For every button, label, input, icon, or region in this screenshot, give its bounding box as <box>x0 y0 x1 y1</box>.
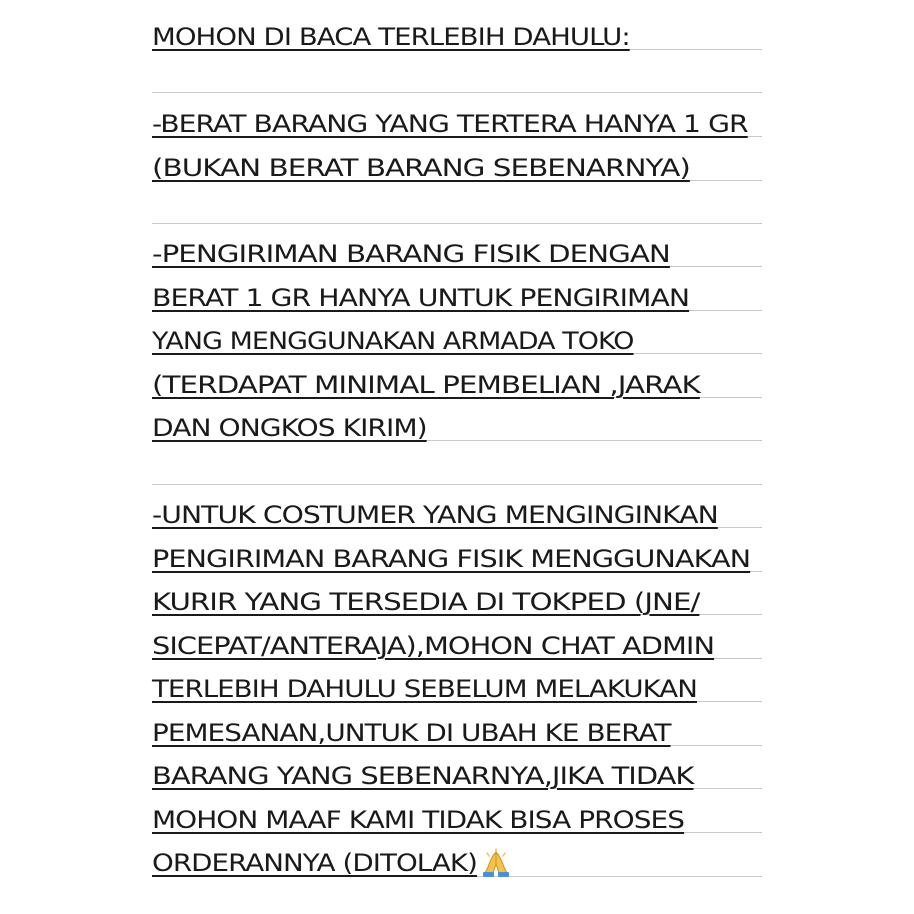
notice-line: DAN ONGKOS KIRIM) <box>152 414 427 442</box>
notice-line: (TERDAPAT MINIMAL PEMBELIAN ,JARAK <box>152 371 700 399</box>
notice-title: MOHON DI BACA TERLEBIH DAHULU: <box>152 23 630 51</box>
notice-line: YANG MENGGUNAKAN ARMADA TOKO <box>152 327 634 355</box>
notice-line: -PENGIRIMAN BARANG FISIK DENGAN <box>152 240 670 268</box>
notice-line: SICEPAT/ANTERAJA),MOHON CHAT ADMIN <box>152 632 715 660</box>
notice-line: MOHON MAAF KAMI TIDAK BISA PROSES <box>152 806 685 834</box>
folded-hands-icon <box>478 848 514 878</box>
notice-line: PENGIRIMAN BARANG FISIK MENGGUNAKAN <box>152 545 751 573</box>
ruled-line <box>152 484 762 485</box>
notice-line: BARANG YANG SEBENARNYA,JIKA TIDAK <box>152 762 694 790</box>
notice-line: TERLEBIH DAHULU SEBELUM MELAKUKAN <box>152 675 697 703</box>
notice-line: KURIR YANG TERSEDIA DI TOKPED (JNE/ <box>152 588 700 616</box>
notice-line-last: ORDERANNYA (DITOLAK) <box>152 849 477 877</box>
notice-line: -BERAT BARANG YANG TERTERA HANYA 1 GR <box>152 110 748 138</box>
notice-line: -UNTUK COSTUMER YANG MENGINGINKAN <box>152 501 718 529</box>
notice-line: BERAT 1 GR HANYA UNTUK PENGIRIMAN <box>152 284 690 312</box>
ruled-line <box>152 223 762 224</box>
ruled-line <box>152 92 762 93</box>
notice-line: PEMESANAN,UNTUK DI UBAH KE BERAT <box>152 719 671 747</box>
notice-line: (BUKAN BERAT BARANG SEBENARNYA) <box>152 154 690 182</box>
